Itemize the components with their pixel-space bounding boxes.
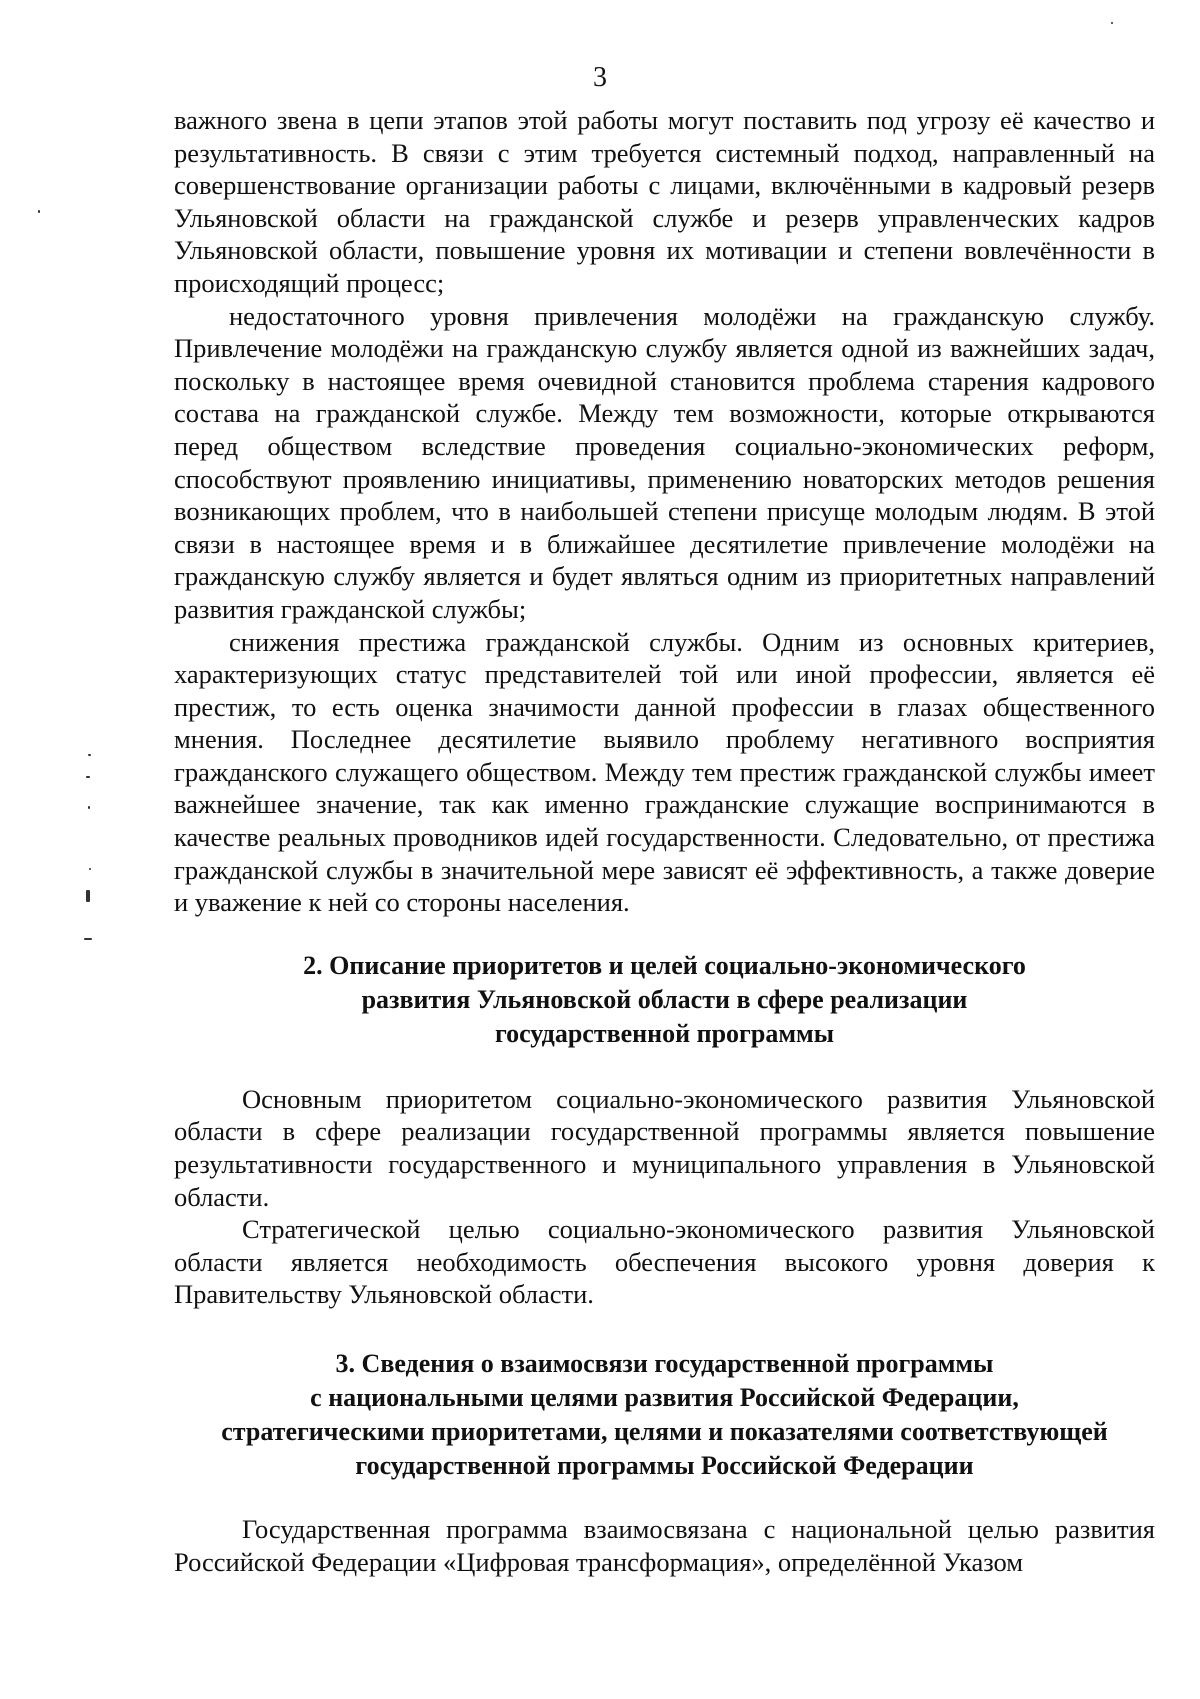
section-2-priority-paragraph: Основным приоритетом социально-экономического развития Ульяновской области в сфере реализации государственной программы является повышение результативности государственного и муниципального управления в Ульяновской области. [174,1083,1155,1212]
scan-speck [86,776,90,778]
scan-speck [88,754,91,756]
paragraph-prestige: снижения престижа гражданской службы. Одним из основных критериев, характеризующих статус представителей той или иной профессии, является её престиж, то есть оценка значимости данной профессии в глазах общественного мнения. Последнее десятилетие выявило проблему негативного восприятия гражданского служащего обществом. Между тем престиж гражданской службы имеет важнейшее значение, так как именно гражданские служащие воспринимаются в качестве реальных проводников идей государственности. Следовательно, от престижа гражданской службы в значительной мере зависят её эффективность, а также доверие и уважение к ней со стороны населения. [174,626,1155,918]
scan-speck [86,890,90,902]
scan-speck [38,210,40,213]
section-3-heading-line-2: с национальными целями развития Российской Федерации, [310,1383,1019,1412]
page-number: 3 [593,62,607,93]
section-3-intro-paragraph: Государственная программа взаимосвязана с национальной целью развития Российской Федерации «Цифровая трансформация», определённой Указом [174,1514,1155,1577]
section-3-heading-line-4: государственной программы Российской Федерации [355,1451,974,1480]
section-3-heading-line-1: 3. Сведения о взаимосвязи государственной программы [335,1349,994,1378]
section-2-heading-line-3: государственной программы [494,1018,835,1048]
section-2-heading [174,949,1155,1051]
section-3-heading [174,1347,1155,1483]
scan-speck [1111,22,1113,24]
scan-speck [89,868,91,870]
document-body [174,104,1155,1578]
section-2-goal-paragraph: Стратегической целью социально-экономического развития Ульяновской области является необходимость обеспечения высокого уровня доверия к Правительству Ульяновской области. [174,1214,1155,1310]
section-3-heading-line-3: стратегическими приоритетами, целями и показателями соответствующей [221,1417,1108,1446]
section-2-heading-line-2: развития Ульяновской области в сфере реализации [361,984,968,1014]
paragraph-youth-attraction: недостаточного уровня привлечения молодёжи на гражданскую службу. Привлечение молодёжи на гражданскую службу является одной из важнейших задач, поскольку в настоящее время очевидной становится проблема старения кадрового состава на гражданской службе. Между тем возможности, которые открываются перед обществом вследствие проведения социально-экономических реформ, способствуют проявлению инициативы, применению новаторских методов решения возникающих проблем, что в наибольшей степени присуще молодым людям. В этой связи в настоящее время и в ближайшее десятилетие привлечение молодёжи на гражданскую службу является и будет являться одним из приоритетных направлений развития гражданской службы; [174,300,1155,624]
section-2-heading-line-1: 2. Описание приоритетов и целей социально-экономического [303,950,1026,980]
scan-speck [84,938,92,940]
scan-speck [88,806,90,809]
paragraph-continuation: важного звена в цепи этапов этой работы могут поставить под угрозу её качество и результативность. В связи с этим требуется системный подход, направленный на совершенствование организации работы с лицами, включёнными в кадровый резерв Ульяновской области на гражданской службе и резерв управленческих кадров Ульяновской области, повышение уровня их мотивации и степени вовлечённости в происходящий процесс; [174,105,1155,298]
